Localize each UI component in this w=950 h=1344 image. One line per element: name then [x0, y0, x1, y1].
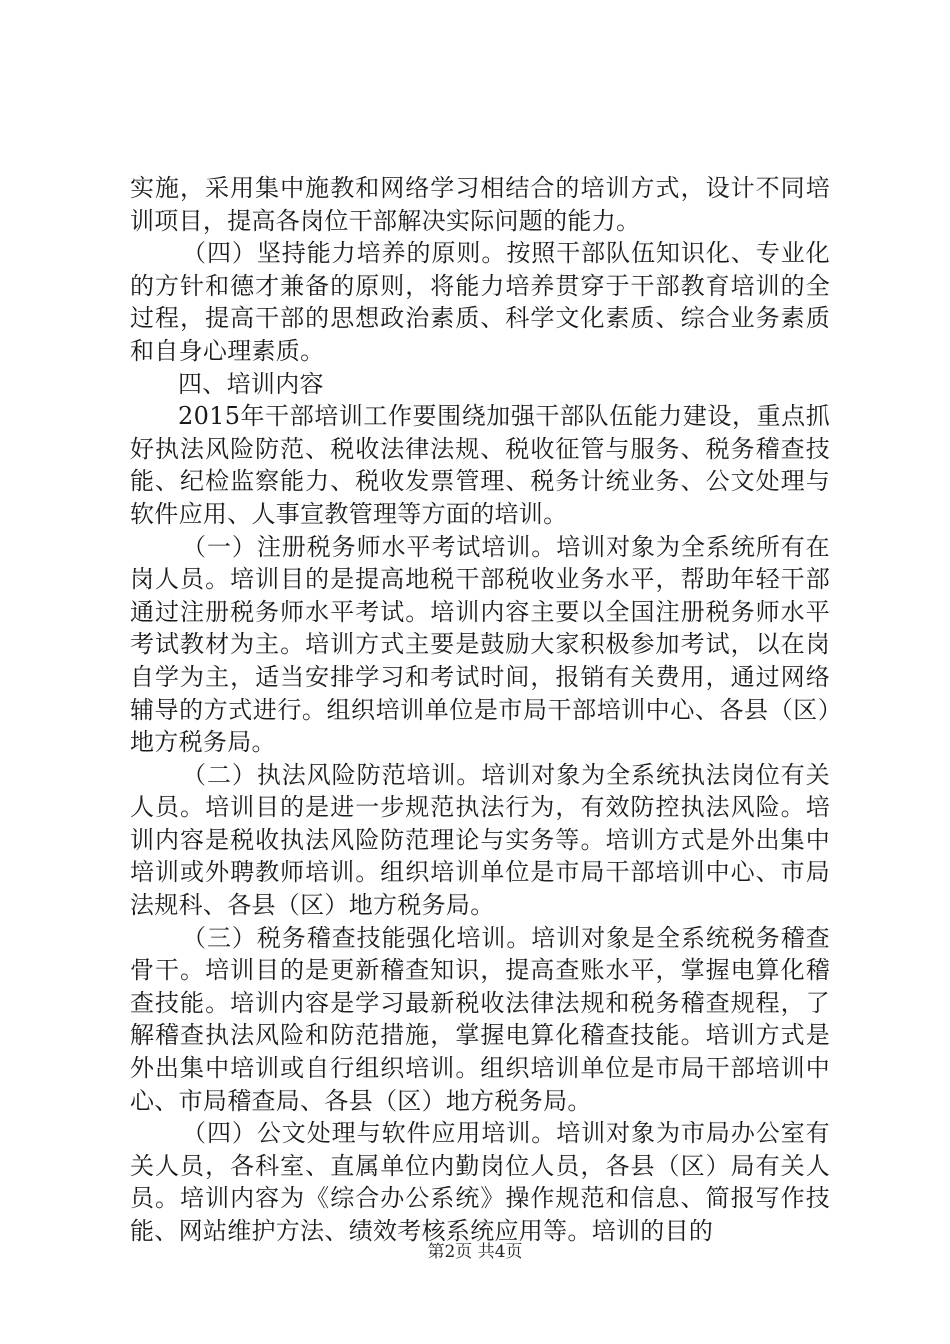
- paragraph-5: （一）注册税务师水平考试培训。培训对象为全系统所有在岗人员。培训目的是提高地税干部税收业务水平，帮助年轻干部通过注册税务师水平考试。培训内容主要以全国注册税务师水平考试教材为主。培训方式主要是鼓励大家积极参加考试，以在岗自学为主，适当安排学习和考试时间，报销有关费用，通过网络辅导的方式进行。组织培训单位是市局干部培训中心、各县（区）地方税务局。: [130, 532, 830, 757]
- paragraph-1: 实施，采用集中施教和网络学习相结合的培训方式，设计不同培训项目，提高各岗位干部解决实际问题的能力。: [130, 174, 830, 235]
- paragraph-2: （四）坚持能力培养的原则。按照干部队伍知识化、专业化的方针和德才兼备的原则，将能力培养贯穿于干部教育培训的全过程，提高干部的思想政治素质、科学文化素质、综合业务素质和自身心理素质。: [130, 239, 830, 365]
- paragraph-7: （三）税务稽查技能强化培训。培训对象是全系统税务稽查骨干。培训目的是更新稽查知识，提高查账水平，掌握电算化稽查技能。培训内容是学习最新税收法律法规和税务稽查规程，了解稽查执法风险和防范措施，掌握电算化稽查技能。培训方式是外出集中培训或自行组织培训。组织培训单位是市局干部培训中心、市局稽查局、各县（区）地方税务局。: [130, 923, 830, 1115]
- paragraph-8: （四）公文处理与软件应用培训。培训对象为市局办公室有关人员，各科室、直属单位内勤岗位人员，各县（区）局有关人员。培训内容为《综合办公系统》操作规范和信息、简报写作技能、网站维护方法、绩效考核系统应用等。培训的目的: [130, 1119, 830, 1245]
- document-body: [130, 172, 830, 1248]
- paragraph-6: （二）执法风险防范培训。培训对象为全系统执法岗位有关人员。培训目的是进一步规范执法行为，有效防控执法风险。培训内容是税收执法风险防范理论与实务等。培训方式是外出集中培训或外聘教师培训。组织培训单位是市局干部培训中心、市局法规科、各县（区）地方税务局。: [130, 760, 830, 920]
- paragraph-4: 2015年干部培训工作要围绕加强干部队伍能力建设，重点抓好执法风险防范、税收法律法规、税收征管与服务、税务稽查技能、纪检监察能力、税收发票管理、税务计统业务、公文处理与软件应用、人事宣教管理等方面的培训。: [130, 402, 830, 528]
- section-heading: 四、培训内容: [178, 369, 324, 398]
- page-number-footer: 第2页 共4页: [427, 1242, 523, 1262]
